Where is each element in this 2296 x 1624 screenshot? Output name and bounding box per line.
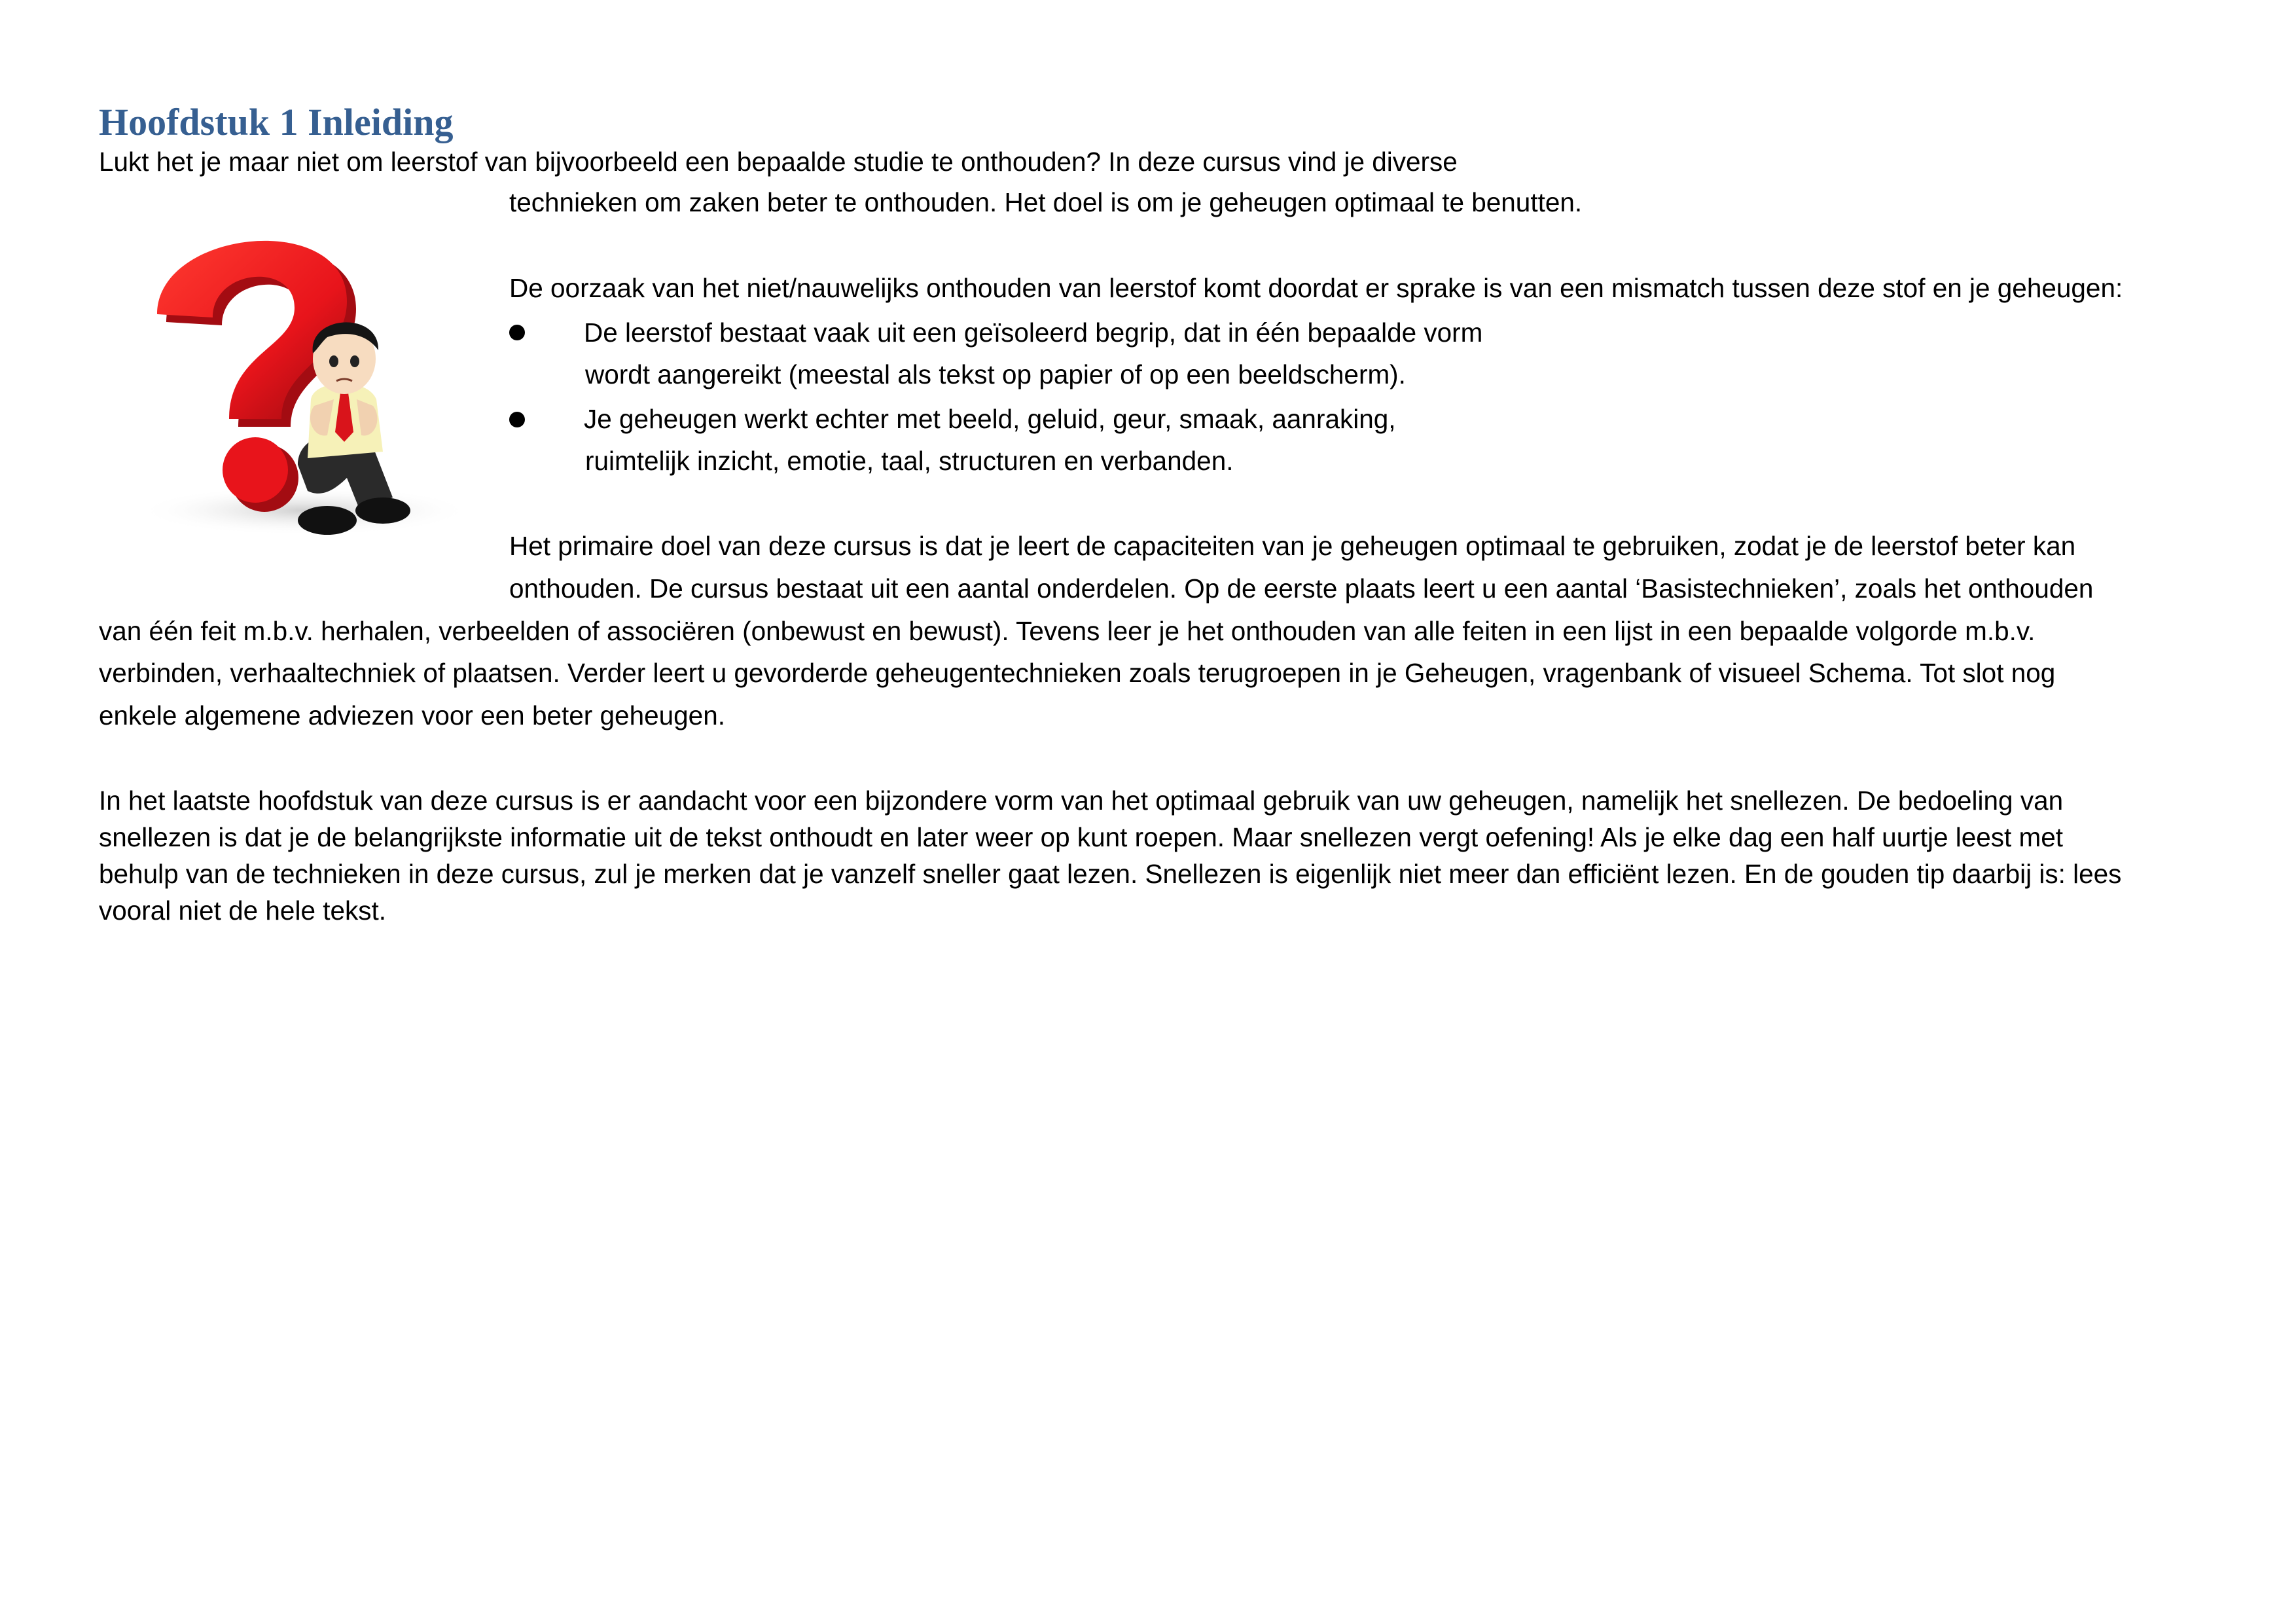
page-title: Hoofdstuk 1 Inleiding	[99, 101, 454, 143]
goal-line-1: Het primaire doel van deze cursus is dat je leert de capaciteiten van je geheugen optimaal te gebruiken, zodat je de leerstof beter kan	[509, 531, 2076, 561]
bullet-2-line-2: ruimtelijk inzicht, emotie, taal, structuren en verbanden.	[585, 446, 1234, 476]
goal-line-3: van één feit m.b.v. herhalen, verbeelden of associëren (onbewust en bewust). Tevens leer je het onthouden van alle feiten in een lijst in een bepaalde volgorde m.b.v.	[99, 616, 2036, 646]
bullet-1-line-1: De leerstof bestaat vaak uit een geïsoleerd begrip, dat in één bepaalde vorm	[584, 317, 1483, 348]
speedreading-line-1: In het laatste hoofdstuk van deze cursus is er aandacht voor een bijzondere vorm van het optimaal gebruik van uw geheugen, namelijk het snellezen. De bedoeling van	[99, 785, 2064, 816]
goal-line-5: enkele algemene adviezen voor een beter geheugen.	[99, 700, 725, 731]
intro-line-1: Lukt het je maar niet om leerstof van bijvoorbeeld een bepaalde studie te onthouden? In deze cursus vind je diverse	[99, 147, 1458, 177]
cause-paragraph: De oorzaak van het niet/nauwelijks onthouden van leerstof komt doordat er sprake is van een mismatch tussen deze stof en je geheugen:	[509, 273, 2123, 303]
goal-line-4: verbinden, verhaaltechniek of plaatsen. Verder leert u gevorderde geheugentechnieken zoals terugroepen in je Geheugen, vragenbank of visueel Schema. Tot slot nog	[99, 658, 2056, 688]
speedreading-line-4: vooral niet de hele tekst.	[99, 895, 387, 926]
bullet-marker	[509, 412, 525, 427]
bullet-marker	[509, 325, 525, 340]
goal-line-2: onthouden. De cursus bestaat uit een aantal onderdelen. Op de eerste plaats leert u een aantal ‘Basistechnieken’, zoals het onthouden	[509, 573, 2094, 604]
question-mark-thinking-person-icon	[131, 203, 471, 560]
intro-line-2: technieken om zaken beter te onthouden. Het doel is om je geheugen optimaal te benutten.	[509, 187, 1583, 217]
speedreading-line-2: snellezen is dat je de belangrijkste informatie uit de tekst onthoudt en later weer op kunt roepen. Maar snellezen vergt oefening! Als je elke dag een half uurtje leest met	[99, 822, 2064, 852]
bullet-1-line-2: wordt aangereikt (meestal als tekst op papier of op een beeldscherm).	[585, 359, 1406, 389]
speedreading-line-3: behulp van de technieken in deze cursus, zul je merken dat je vanzelf sneller gaat lezen. Snellezen is eigenlijk niet meer dan efficiënt lezen. En de gouden tip daarbij is: lees	[99, 859, 2122, 889]
bullet-2-line-1: Je geheugen werkt echter met beeld, geluid, geur, smaak, aanraking,	[584, 404, 1396, 434]
